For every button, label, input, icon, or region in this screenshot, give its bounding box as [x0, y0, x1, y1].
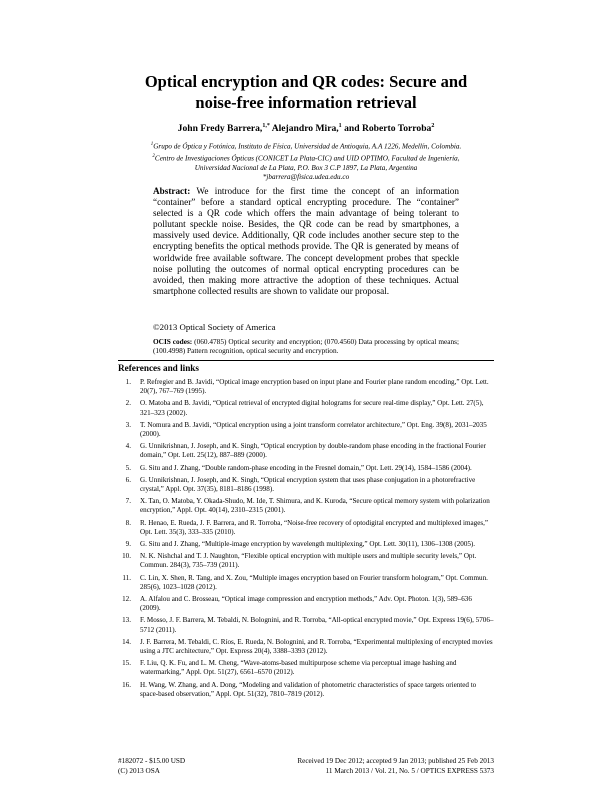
- reference-number: 13.: [122, 616, 131, 625]
- reference-item: [118, 497, 494, 515]
- reference-item: [118, 442, 494, 460]
- abstract: [153, 186, 459, 297]
- reference-number: 9.: [125, 540, 131, 549]
- reference-number: 4.: [125, 442, 131, 451]
- footer-copyright: (C) 2013 OSA: [118, 766, 160, 775]
- reference-text: A. Alfalou and C. Brosseau, “Optical image compression and encryption methods,” Adv. Opt. Photon. 1(3), 589–636 (2009).: [140, 595, 472, 613]
- reference-text: J. F. Barrera, M. Tebaldi, C. Ríos, E. Rueda, N. Bolognini, and R. Torroba, “Experimental multiplexing of encrypted movies using a JTC architecture,” Opt. Express 20(4), 3388–3393 (2012).: [140, 637, 493, 656]
- author-list: [60, 123, 552, 134]
- reference-number: 7.: [125, 497, 131, 506]
- affiliation-2: $^2$Centro de Investigaciones Ópticas (CONICET La Plata-CIC) and UID OPTIMO, Facultad de Ingeniería,: [152, 153, 460, 163]
- reference-item: [118, 540, 494, 549]
- reference-number: 11.: [122, 573, 131, 582]
- reference-text: G. Situ and J. Zhang, “Double random-phase encoding in the Fresnel domain,” Opt. Lett. 29(14), 1584–1586 (2004).: [140, 463, 472, 472]
- reference-text: P. Refregier and B. Javidi, “Optical image encryption based on input plane and Fourier plane random encoding,” Opt. Lett. 20(7), 767–769 (1995).: [140, 378, 489, 396]
- ocis-text: (060.4785) Optical security and encryption; (070.4560) Data processing by optical means; (100.4998) Pattern recognition, optical security and encryption.: [153, 337, 460, 356]
- reference-item: [118, 574, 494, 592]
- reference-text: F. Mosso, J. F. Barrera, M. Tebaldi, N. Bolognini, and R. Torroba, “All-optical encrypted movie,” Opt. Express 19(6), 5706–5712 (2011).: [140, 616, 494, 634]
- reference-item: [118, 681, 494, 699]
- reference-text: G. Situ and J. Zhang, “Multiple-image encryption by wavelength multiplexing,” Opt. Lett. 30(11), 1306–1308 (2005).: [140, 540, 476, 549]
- affiliation-2-cont: Universidad Nacional de La Plata, P.O. Box 3 C.P 1897, La Plata, Argentina: [194, 163, 418, 172]
- page-footer: [118, 757, 494, 776]
- reference-text: X. Tan, O. Matoba, Y. Okada-Shudo, M. Ide, T. Shimura, and K. Kuroda, “Secure optical memory system with polarization encryption,” Appl. Opt. 40(14), 2310–2315 (2001).: [140, 497, 490, 515]
- reference-number: 6.: [125, 475, 131, 484]
- reference-item: [118, 378, 494, 396]
- copyright-notice: ©2013 Optical Society of America: [153, 322, 276, 332]
- abstract-label: Abstract:: [153, 186, 191, 196]
- reference-item: [118, 552, 494, 570]
- reference-item: [118, 399, 494, 417]
- reference-item: [118, 595, 494, 613]
- author-affil-marker: 1: [338, 123, 342, 129]
- abstract-text: We introduce for the first time the concept of an information “container” before a standard optical encrypting procedure. The “container” selected is a QR code which offers the main advantage of being tolerant to pollutant speckle noise. Besides, the QR code can be read by smartphones, a massively used device. Additionally, QR code includes another secure step to the encrypting benefits the optical methods provide. The QR is generated by means of worldwide free available software. The concept development probes that speckle noise polluting the outcomes of normal optical encrypting procedures can be avoided, then making more attractive the adoption of these techniques. Actual smartphone collected results are shown to validate our proposal.: [153, 186, 459, 296]
- reference-item: [118, 476, 494, 494]
- reference-number: 10.: [122, 552, 131, 561]
- reference-item: [118, 421, 494, 439]
- author-name: John Fredy Barrera,: [177, 123, 263, 135]
- title-line: noise-free information retrieval: [195, 93, 417, 112]
- reference-text: R. Henao, E. Rueda, J. F. Barrera, and R. Torroba, “Noise-free recovery of optodigital encrypted and multiplexed images,” Opt. Lett. 35(3), 333–335 (2010).: [140, 518, 489, 536]
- author-name: and Roberto Torroba: [344, 123, 432, 135]
- reference-number: 8.: [125, 518, 131, 527]
- reference-number: 1.: [125, 378, 131, 386]
- author-affil-marker: 2: [431, 123, 435, 129]
- reference-number: 2.: [125, 399, 131, 408]
- reference-item: [118, 616, 494, 634]
- section-divider: [118, 360, 494, 361]
- corresponding-email[interactable]: *jbarrera@fisica.udea.edu.co: [262, 173, 350, 181]
- reference-text: C. Lin, X. Shen, R. Tang, and X. Zou, “Multiple images encryption based on Fourier transform hologram,” Opt. Commun. 285(6), 1023–1028 (2012).: [140, 573, 488, 591]
- reference-item: [118, 464, 494, 473]
- references-list: [118, 378, 494, 702]
- reference-item: [118, 659, 494, 677]
- author-affil-marker: 1,*: [262, 123, 270, 129]
- references-heading: References and links: [118, 363, 199, 373]
- paper-title: [100, 71, 512, 113]
- footer-dates: Received 19 Dec 2012; accepted 9 Jan 2013; published 25 Feb 2013: [297, 757, 494, 765]
- reference-number: 14.: [122, 637, 131, 646]
- reference-item: [118, 519, 494, 537]
- affiliations: [100, 140, 512, 182]
- ocis-label: OCIS codes:: [153, 337, 193, 346]
- reference-number: 16.: [122, 680, 131, 689]
- reference-text: T. Nomura and B. Javidi, “Optical encryption using a joint transform correlator architecture,” Opt. Eng. 39(8), 2031–2035 (2000).: [140, 420, 487, 439]
- author-name: Alejandro Mira,: [271, 123, 339, 135]
- reference-number: 5.: [125, 463, 131, 472]
- reference-text: G. Unnikrishnan, J. Joseph, and K. Singh, “Optical encryption system that uses phase conjugation in a photorefractive crystal,” Appl. Opt. 37(35), 8181–8186 (1998).: [140, 475, 476, 494]
- reference-text: N. K. Nishchal and T. J. Naughton, “Flexible optical encryption with multiple users and multiple security levels,” Opt. Commun. 284(3), 735–739 (2011).: [140, 552, 477, 570]
- affiliation-1: $^1$Grupo de Óptica y Fotónica, Instituto de Física, Universidad de Antioquia, A.A 1226, Medellín, Colombia.: [150, 142, 462, 151]
- reference-number: 15.: [122, 659, 131, 668]
- reference-text: O. Matoba and B. Javidi, “Optical retrieval of encrypted digital holograms for secure real-time display,” Opt. Lett. 27(5), 321–323 (2002).: [140, 399, 484, 417]
- reference-text: G. Unnikrishnan, J. Joseph, and K. Singh, “Optical encryption by double-random phase encoding in the fractional Fourier domain,” Opt. Lett. 25(12), 887–889 (2000).: [140, 442, 486, 460]
- ocis-codes: [153, 337, 459, 356]
- reference-number: 3.: [125, 420, 131, 429]
- title-line: Optical encryption and QR codes: Secure and: [144, 72, 468, 91]
- reference-number: 12.: [122, 595, 131, 604]
- reference-item: [118, 638, 494, 656]
- reference-text: F. Liu, Q. K. Fu, and L. M. Cheng, “Wave-atoms-based multipurpose scheme via perceptual image hashing and watermarking,” Appl. Opt. 51(27), 6561–6570 (2012).: [140, 659, 457, 677]
- reference-text: H. Wang, W. Zhang, and A. Dong, “Modeling and validation of photometric characteristics of space targets oriented to space-based observation,” Appl. Opt. 51(32), 7810–7819 (2012).: [140, 680, 477, 698]
- footer-doc-id: #182072 - $15.00 USD: [118, 757, 186, 765]
- footer-citation: 11 March 2013 / Vol. 21, No. 5 / OPTICS EXPRESS 5373: [325, 766, 494, 775]
